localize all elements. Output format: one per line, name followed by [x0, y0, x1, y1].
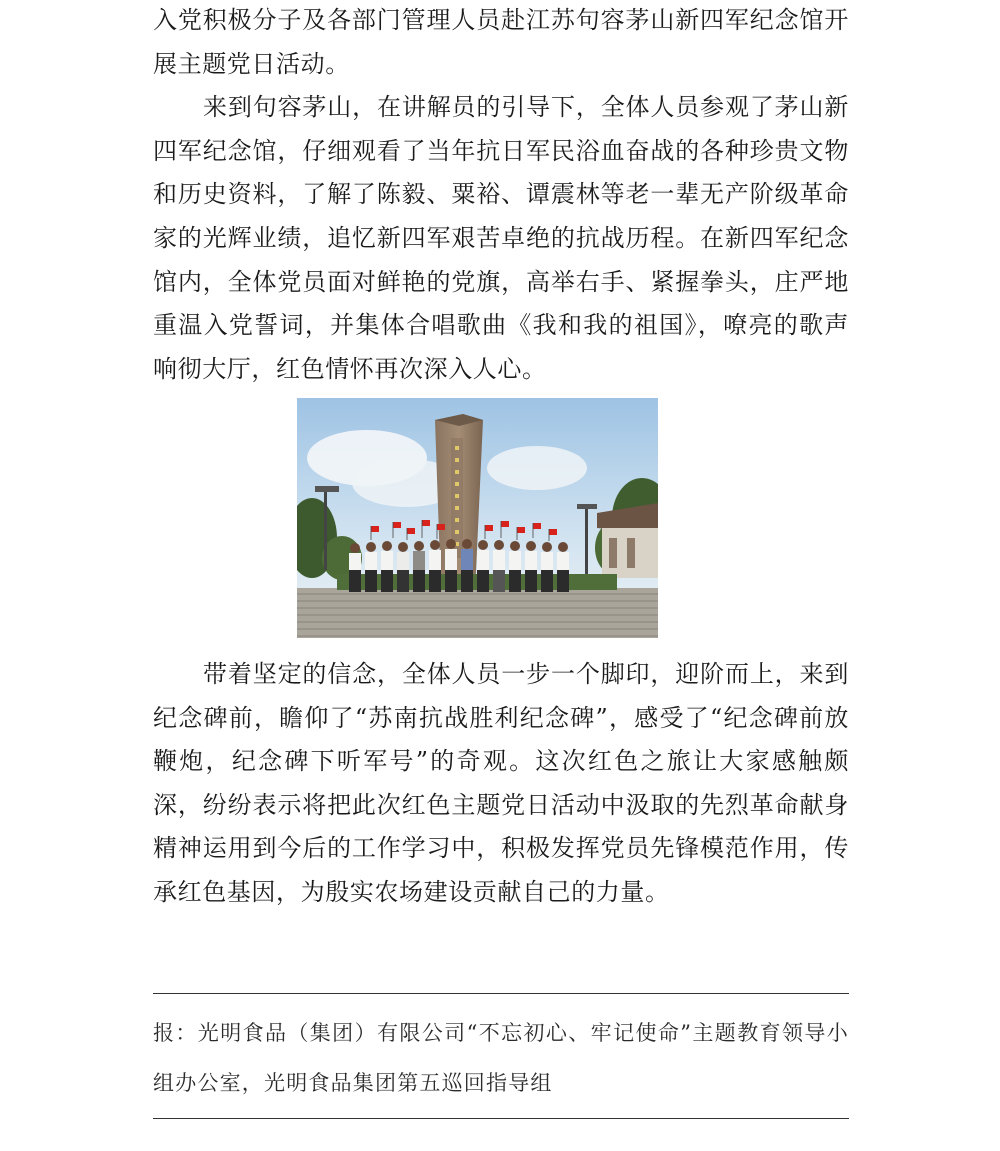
paragraph-continued: 入党积极分子及各部门管理人员赴江苏句容茅山新四军纪念馆开展主题党日活动。 — [153, 6, 849, 78]
paragraph-visit: 来到句容茅山，在讲解员的引导下，全体人员参观了茅山新四军纪念馆，仔细观看了当年抗日军民浴血奋战的各种珍贵文物和历史资料，了解了陈毅、粟裕、谭震林等老一辈无产阶级革命家的光辉业绩，追忆新四军艰苦卓绝的抗战历程。在新四军纪念馆内，全体党员面对鲜艳的党旗，高举右手、紧握拳头，庄严地重温入党誓词，并集体合唱歌曲《我和我的祖国》，嘹亮的歌声响彻大厅，红色情怀再次深入人心。 — [153, 93, 849, 383]
group-photo — [297, 398, 658, 638]
footer-top-rule — [153, 993, 849, 994]
footer-bottom-rule — [153, 1118, 849, 1119]
paragraph-monument: 带着坚定的信念，全体人员一步一个脚印，迎阶而上，来到纪念碑前，瞻仰了“苏南抗战胜利纪念碑”，感受了“纪念碑前放鞭炮，纪念碑下听军号”的奇观。这次红色之旅让大家感触颇深，纷纷表示将把此次红色主题党日活动中汲取的先烈革命献身精神运用到今后的工作学习中，积极发挥党员先锋模范作用，传承红色基因，为殷实农场建设贡献自己的力量。 — [153, 660, 849, 906]
article-top — [153, 0, 849, 391]
report-recipients: 报：光明食品（集团）有限公司“不忘初心、牢记使命”主题教育领导小组办公室，光明食品集团第五巡回指导组 — [153, 1021, 849, 1095]
article-bottom — [153, 653, 849, 915]
